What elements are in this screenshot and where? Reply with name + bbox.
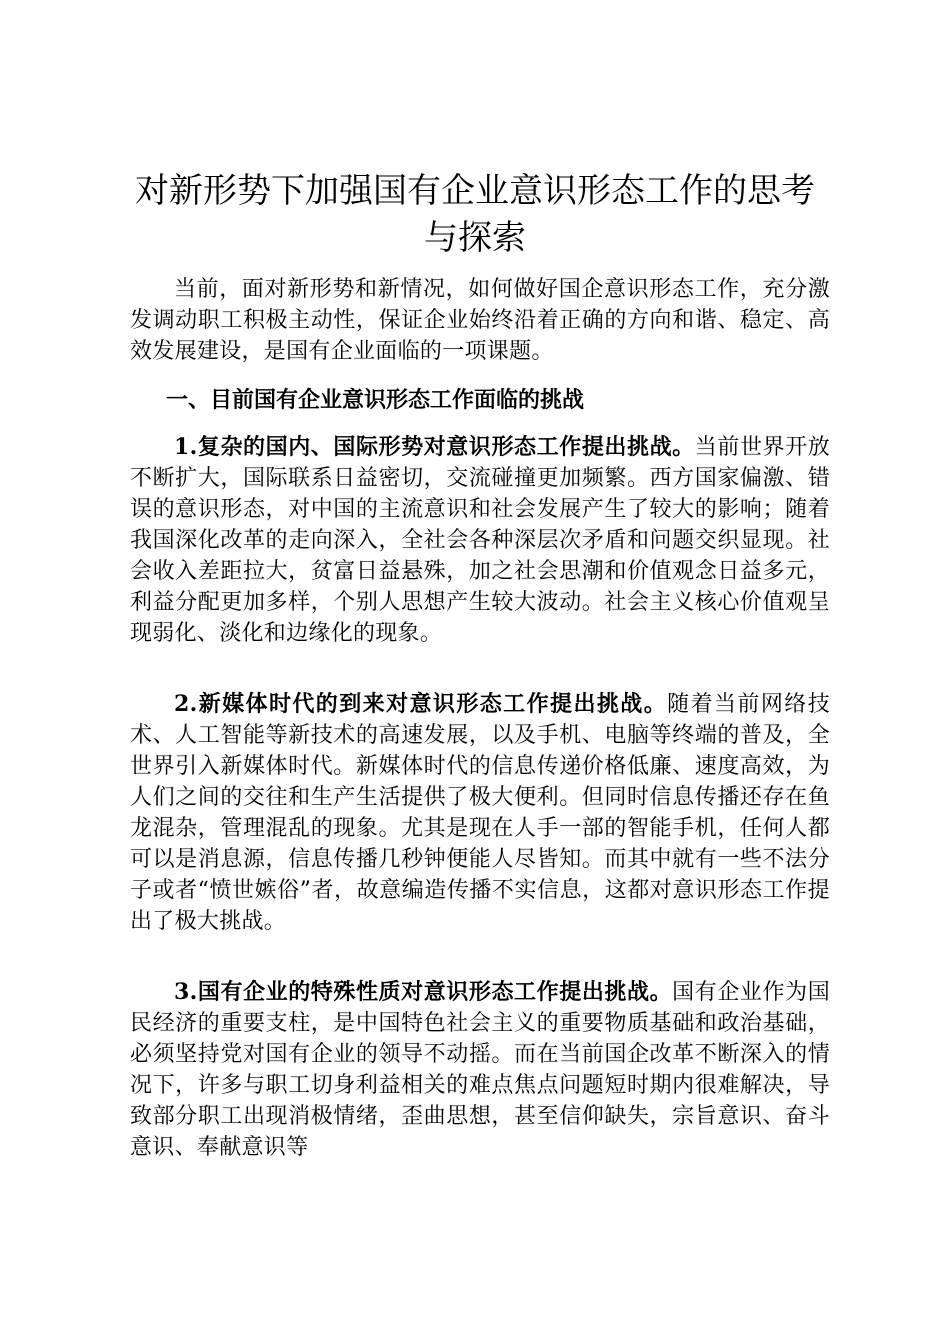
paragraph-lead: 2.新媒体时代的到来对意识形态工作提出挑战。 bbox=[174, 691, 668, 717]
section-heading: 一、目前国有企业意识形态工作面临的挑战 bbox=[166, 387, 585, 413]
paragraph-item-1 bbox=[130, 432, 830, 649]
paragraph-text: 当前世界开放不断扩大，国际联系日益密切，交流碰撞更加频繁。西方国家偏激、错误的意识形态，对中国的主流意识和社会发展产生了较大的影响；随着我国深化改革的走向深入，全社会各种深层次矛盾和问题交织显现。社会收入差距拉大，贫富日益悬殊，加之社会思潮和价值观念日益多元，利益分配更加多样，个别人思想产生较大波动。社会主义核心价值观呈现弱化、淡化和边缘化的现象。 bbox=[130, 435, 830, 646]
paragraph-text: 国有企业作为国民经济的重要支柱，是中国特色社会主义的重要物质基础和政治基础，必须坚持党对国有企业的领导不动摇。而在当前国企改革不断深入的情况下，许多与职工切身利益相关的难点焦点问题短时期内很难解决，导致部分职工出现消极情绪，歪曲思想，甚至信仰缺失，宗旨意识、奋斗意识、奉献意识等 bbox=[130, 980, 830, 1160]
paragraph-lead: 3.国有企业的特殊性质对意识形态工作提出挑战。 bbox=[174, 979, 673, 1005]
intro-paragraph: 当前，面对新形势和新情况，如何做好国企意识形态工作，充分激发调动职工积极主动性，保证企业始终沿着正确的方向和谐、稳定、高效发展建设，是国有企业面临的一项课题。 bbox=[130, 277, 830, 364]
paragraph-lead: 1.复杂的国内、国际形势对意识形态工作提出挑战。 bbox=[174, 434, 695, 460]
paragraph-item-2 bbox=[130, 689, 830, 937]
paragraph-text: 随着当前网络技术、人工智能等新技术的高速发展，以及手机、电脑等终端的普及，全世界引入新媒体时代。新媒体时代的信息传递价格低廉、速度高效，为人们之间的交往和生产生活提供了极大便利。但同时信息传播还存在鱼龙混杂，管理混乱的现象。尤其是现在人手一部的智能手机，任何人都可以是消息源，信息传播几秒钟便能人尽皆知。而其中就有一些不法分子或者“愤世嫉俗”者，故意编造传播不实信息，这都对意识形态工作提出了极大挑战。 bbox=[130, 692, 830, 934]
document-title: 对新形势下加强国有企业意识形态工作的思考与探索 bbox=[135, 171, 815, 258]
paragraph-item-3 bbox=[130, 977, 830, 1163]
